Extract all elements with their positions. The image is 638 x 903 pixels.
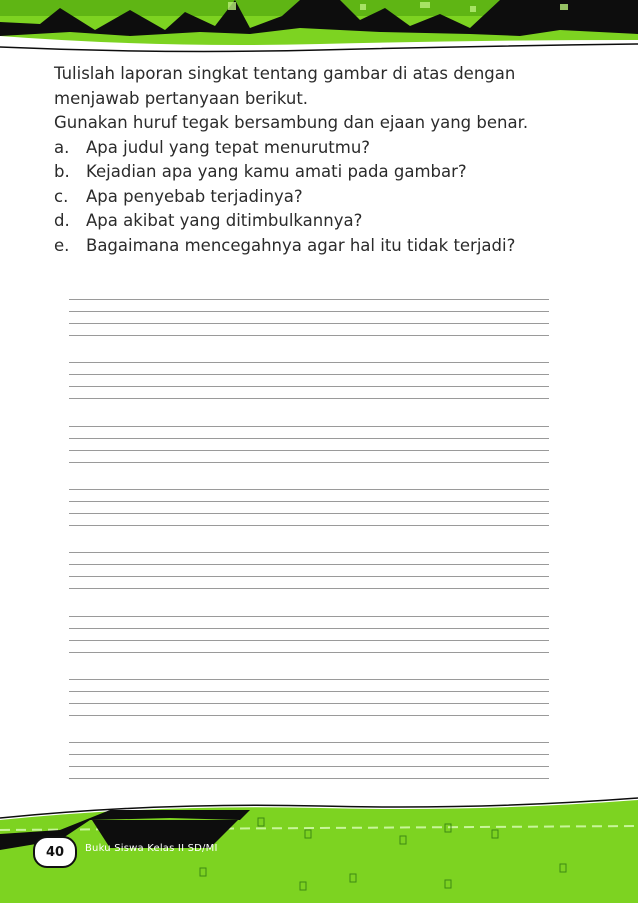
question-letter: e. — [54, 235, 70, 255]
handwriting-line — [69, 438, 549, 439]
question-text: Apa akibat yang ditimbulkannya? — [86, 211, 363, 230]
handwriting-line — [69, 374, 549, 375]
handwriting-line — [69, 564, 549, 565]
question-list — [54, 136, 574, 259]
handwriting-line — [69, 426, 549, 427]
handwriting-line — [69, 778, 549, 779]
question-text: Kejadian apa yang kamu amati pada gambar? — [86, 162, 467, 181]
handwriting-line — [69, 652, 549, 653]
handwriting-line — [69, 766, 549, 767]
handwriting-line — [69, 742, 549, 743]
handwriting-line — [69, 299, 549, 300]
handwriting-line — [69, 323, 549, 324]
question-text: Apa judul yang tepat menurutmu? — [86, 137, 371, 157]
question-item — [54, 185, 574, 210]
handwriting-line — [69, 552, 549, 553]
question-letter: a. — [54, 137, 70, 157]
handwriting-line — [69, 576, 549, 577]
instructions — [54, 62, 574, 258]
question-item — [54, 234, 574, 259]
handwriting-line — [69, 335, 549, 336]
question-letter: c. — [54, 186, 69, 206]
instruction-line-1: Tulislah laporan singkat tentang gambar di atas dengan menjawab pertanyaan berikut. — [54, 64, 516, 108]
handwriting-line-group[interactable] — [69, 742, 549, 779]
handwriting-line-group[interactable] — [69, 426, 549, 463]
handwriting-line — [69, 715, 549, 716]
question-text: Bagaimana mencegahnya agar hal itu tidak terjadi? — [86, 235, 516, 255]
handwriting-lines-area[interactable] — [69, 299, 549, 793]
handwriting-line-group[interactable] — [69, 362, 549, 399]
handwriting-line-group[interactable] — [69, 679, 549, 716]
question-item — [54, 160, 574, 185]
handwriting-line — [69, 362, 549, 363]
handwriting-line — [69, 525, 549, 526]
handwriting-line — [69, 679, 549, 680]
header-decoration — [0, 0, 638, 60]
handwriting-line-group[interactable] — [69, 299, 549, 336]
handwriting-line — [69, 616, 549, 617]
handwriting-line — [69, 513, 549, 514]
handwriting-line — [69, 628, 549, 629]
handwriting-line — [69, 754, 549, 755]
instruction-line-2: Gunakan huruf tegak bersambung dan ejaan yang benar. — [54, 113, 529, 132]
handwriting-line — [69, 398, 549, 399]
handwriting-line — [69, 640, 549, 641]
handwriting-line — [69, 386, 549, 387]
handwriting-line — [69, 691, 549, 692]
handwriting-line-group[interactable] — [69, 552, 549, 589]
handwriting-line — [69, 450, 549, 451]
handwriting-line — [69, 588, 549, 589]
question-item — [54, 136, 574, 161]
handwriting-line — [69, 489, 549, 490]
question-text: Apa penyebab terjadinya? — [86, 186, 303, 206]
handwriting-line — [69, 311, 549, 312]
question-letter: d. — [54, 211, 70, 230]
footer-caption: Buku Siswa Kelas II SD/MI — [85, 843, 218, 854]
handwriting-line — [69, 703, 549, 704]
question-item — [54, 209, 574, 234]
handwriting-line — [69, 501, 549, 502]
page-number: 40 — [33, 836, 77, 868]
handwriting-line — [69, 462, 549, 463]
question-letter: b. — [54, 162, 70, 181]
handwriting-line-group[interactable] — [69, 489, 549, 526]
handwriting-line-group[interactable] — [69, 616, 549, 653]
